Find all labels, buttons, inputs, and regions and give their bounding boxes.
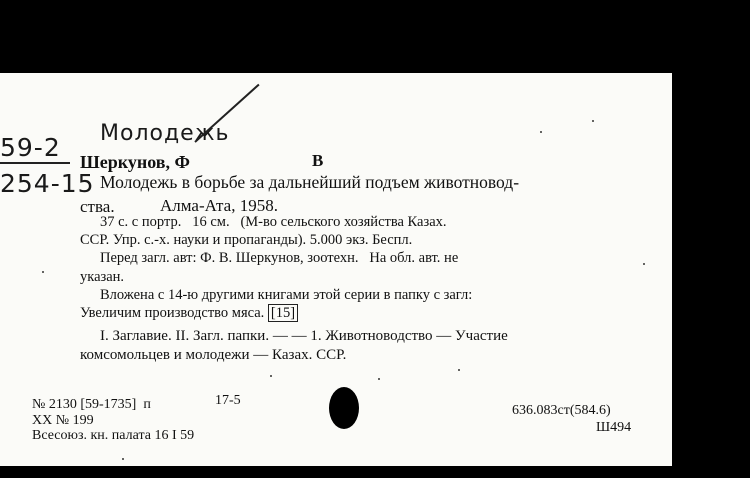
series-number: XX № 199 — [32, 413, 94, 428]
title-line-2: ства. — [80, 197, 115, 216]
speck — [458, 369, 460, 371]
speck — [122, 458, 124, 460]
heading-letter: В — [312, 151, 324, 170]
collation-line-2: ССР. Упр. с.-х. науки и пропаганды). 5.000 экз. Беспл. — [80, 232, 413, 248]
speck — [540, 131, 542, 133]
imprint: Алма-Ата, 1958. — [160, 196, 278, 215]
handwritten-shelf-bottom: 254-15 — [0, 169, 95, 198]
punch-hole — [329, 387, 359, 429]
handwritten-subject-word: Молодежь — [100, 121, 230, 146]
collation-line-1: 37 с. с портр. 16 см. (М-во сельского хозяйства Казах. — [100, 214, 447, 230]
title-line-1: Молодежь в борьбе за дальнейший подъем животновод- — [100, 172, 520, 192]
card-number: № 2130 [59-1735] п — [32, 397, 151, 412]
boxed-count: [15] — [268, 304, 298, 322]
tracing-line-2: комсомольцев и молодежи — Казах. ССР. — [80, 347, 347, 363]
book-chamber: Всесоюз. кн. палата 16 I 59 — [32, 428, 195, 443]
speck — [592, 120, 594, 122]
author-code: Ш494 — [596, 420, 632, 435]
shelf-underline — [0, 162, 70, 164]
note-folder-text: Увеличим производство мяса. — [80, 305, 265, 321]
udc-index: 636.083ст(584.6) — [512, 403, 611, 418]
catalog-card — [0, 73, 672, 466]
speck — [643, 263, 645, 265]
note-folder-line-2 — [80, 306, 298, 321]
speck — [378, 378, 380, 380]
tracing-line-1: I. Заглавие. II. Загл. папки. — — 1. Животноводство — Участие — [100, 328, 508, 344]
speck — [42, 271, 44, 273]
note-author-line-2: указан. — [80, 269, 125, 285]
note-author-line-1: Перед загл. авт: Ф. В. Шеркунов, зоотехн. На обл. авт. не — [100, 250, 459, 266]
author-heading: Шеркунов, Ф — [80, 152, 190, 172]
handwritten-shelf-top: 59-2 — [0, 133, 61, 162]
speck — [270, 375, 272, 377]
note-folder-line-1: Вложена с 14-ю другими книгами этой серии в папку с загл: — [100, 287, 473, 303]
card-number-right: 17-5 — [215, 393, 241, 408]
